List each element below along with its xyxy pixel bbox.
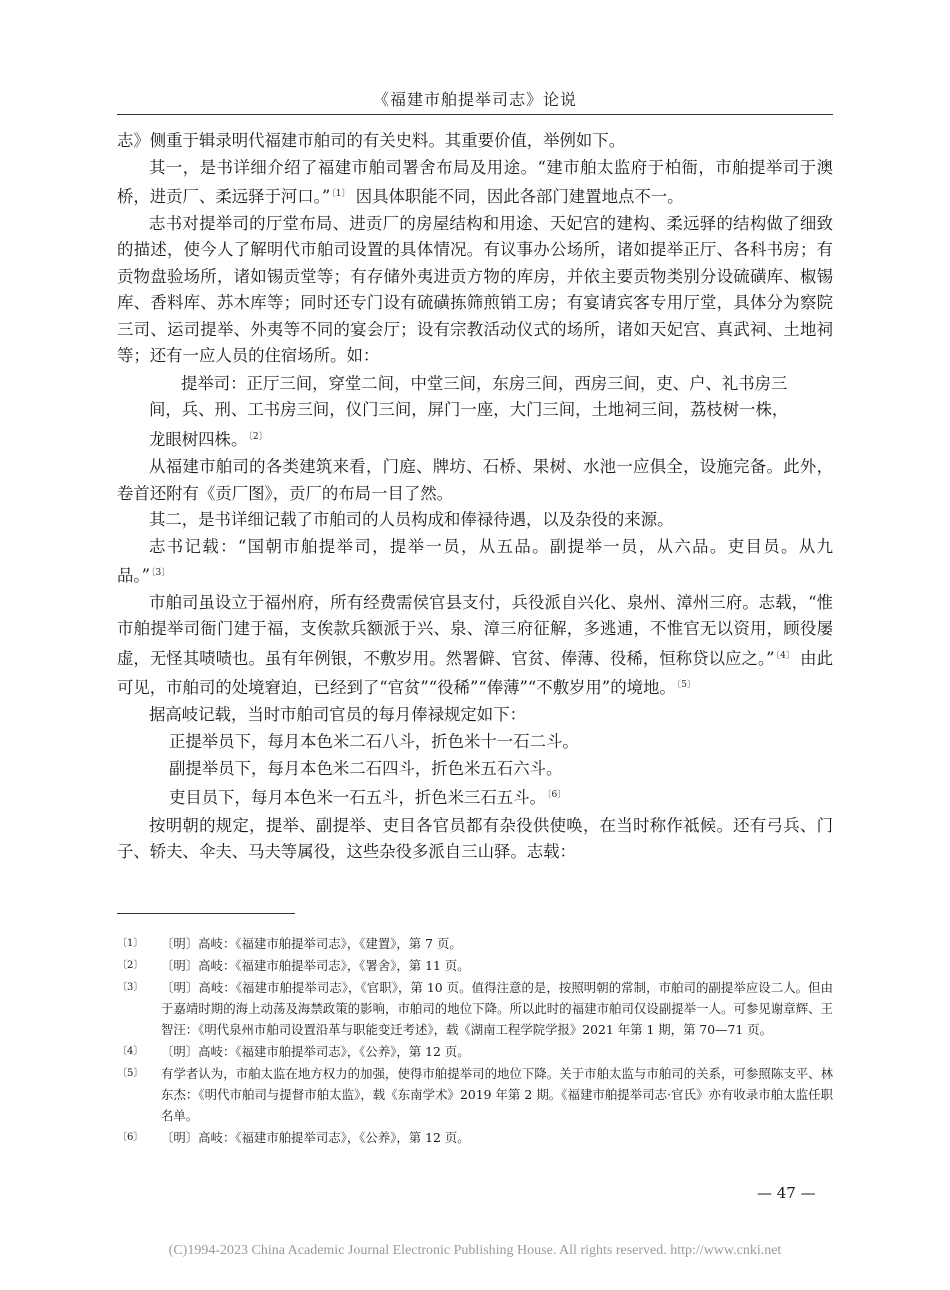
- footnote-mark: 〔2〕: [117, 960, 144, 971]
- copyright-watermark: (C)1994-2023 China Academic Journal Electronic Publishing House. All rights reserved. http://www.cnki.net: [168, 1243, 782, 1258]
- footnote-text: 〔明〕高岐：《福建市舶提举司志》，《公养》，第 12 页。: [161, 1044, 470, 1059]
- quote-line: 正提举员下，每月本色米二石八斗，折色米十一石二斗。: [169, 732, 579, 751]
- quote-line: [117, 424, 833, 454]
- footnote: [117, 1127, 833, 1148]
- paragraph: 从福建市舶司的各类建筑来看，门庭、牌坊、石桥、果树、水池一应俱全，设施完备。此外，卷首还附有《贡厂图》，贡厂的布局一目了然。: [117, 457, 833, 503]
- quote-text: 龙眼树四株。: [149, 429, 248, 449]
- paragraph-text: 因具体职能不同，因此各部门建置地点不一。: [350, 187, 684, 206]
- footnote-mark: 〔1〕: [117, 938, 144, 949]
- paragraph-text: 志书记载：“国朝市舶提举司，提举一员，从五品。副提举一员，从六品。吏目员。从九品。”: [117, 536, 833, 585]
- quote-line: 提举司：正厅三间，穿堂二间，中堂三间，东房三间，西房三间，吏、户、礼书房三: [181, 373, 788, 393]
- paragraph: 志书对提举司的厅堂布局、进贡厂的房屋结构和用途、天妃宫的建构、柔远驿的结构做了细致的描述，使今人了解明代市舶司设置的具体情况。有议事办公场所，诸如提举正厅、各科书房；有贡物盘验场所，诸如锡贡堂等；有存储外夷进贡方物的库房，并依主要贡物类别分设硫磺库、椒锡库、香料库、苏木库等；同时还专门设有硫磺拣筛煎销工房；有宴请宾客专用厅堂，具体分为察院三司、运司提举、外夷等不同的宴会厅；设有宗教活动仪式的场所，诸如天妃宫、真武祠、土地祠等；还有一应人员的住宿场所。如：: [117, 213, 833, 365]
- header-rule: [117, 114, 833, 115]
- footnote-ref[interactable]: 〔2〕: [248, 431, 268, 442]
- paragraph-text: 由此可见，市舶司的处境窘迫，已经到了“官贫”“役稀”“俸薄”“不敷岁用”的境地。: [117, 648, 833, 697]
- footnote-ref[interactable]: 〔1〕: [331, 189, 351, 199]
- footnote-text: 〔明〕高岐：《福建市舶提举司志》，《官职》，第 10 页。值得注意的是，按照明朝的常制，市舶司的副提举应设二人。但由于嘉靖时期的海上动荡及海禁政策的影响，市舶司的地位下降。所以此时的福建市舶司仅设副提举一人。可参见谢章辉、王智汪：《明代泉州市舶司设置沿革与职能变迁考述》，载《湖南工程学院学报》2021 年第 1 期，第 70—71 页。: [161, 980, 833, 1037]
- quote-line: 副提举员下，每月本色米二石四斗，折色米五石六斗。: [169, 758, 563, 778]
- footnote-text: 〔明〕高岐：《福建市舶提举司志》，《署舍》，第 11 页。: [161, 958, 470, 973]
- footnote-text: 有学者认为，市舶太监在地方权力的加强，使得市舶提举司的地位下降。关于市舶太监与市舶司的关系，可参照陈支平、林东杰：《明代市舶司与提督市舶太监》，载《东南学术》2019 年第 2 期。《福建市舶提举司志·官氏》亦有收录市舶太监任职名单。: [161, 1066, 833, 1123]
- paragraph: 据高岐记载，当时市舶司官员的每月俸禄规定如下：: [149, 704, 526, 724]
- footnote: [117, 1063, 833, 1126]
- page-number: — 47 —: [757, 1184, 816, 1202]
- footnote-ref[interactable]: 〔4〕: [775, 650, 795, 661]
- footnote-mark: 〔3〕: [117, 982, 144, 993]
- block-quote: [117, 729, 833, 812]
- paragraph: 志》侧重于辑录明代福建市舶司的有关史料。其重要价值，举例如下。: [117, 131, 626, 150]
- footnote-ref[interactable]: 〔3〕: [150, 568, 171, 578]
- footnote-mark: 〔5〕: [117, 1068, 144, 1079]
- quote-line: 间，兵、刑、工书房三间，仪门三间，屏门一座，大门三间，土地祠三间，荔枝树一株，: [149, 400, 789, 419]
- footnote-ref[interactable]: 〔6〕: [546, 790, 567, 800]
- paragraph: 按明朝的规定，提举、副提举、吏目各官员都有杂役供使唤，在当时称作祗候。还有弓兵、门子、轿夫、伞夫、马夫等属役，这些杂役多派自三山驿。志载：: [117, 815, 833, 861]
- footnote-rule: [117, 913, 295, 914]
- main-text: [117, 128, 833, 866]
- running-header: 《福建市舶提举司志》论说: [372, 90, 577, 109]
- paragraph: [117, 590, 833, 702]
- footnote: [117, 977, 833, 1040]
- footnote: [117, 955, 833, 976]
- footnote-mark: 〔4〕: [117, 1046, 144, 1057]
- block-quote: [117, 371, 833, 454]
- footnote-text: 〔明〕高岐：《福建市舶提举司志》，《建置》，第 7 页。: [161, 936, 462, 951]
- footnote-ref[interactable]: 〔5〕: [676, 680, 696, 690]
- footnotes: [117, 933, 833, 1149]
- paragraph: [117, 534, 833, 590]
- footnote: [117, 1041, 833, 1062]
- quote-line: [117, 782, 833, 812]
- footnote-text: 〔明〕高岐：《福建市舶提举司志》，《公养》，第 12 页。: [161, 1130, 470, 1145]
- quote-text: 吏目员下，每月本色米一石五斗，折色米三石五斗。: [169, 788, 546, 807]
- footnote: [117, 933, 833, 954]
- paragraph-text: 市舶司虽设立于福州府，所有经费需侯官县支付，兵役派自兴化、泉州、漳州三府。志载，“惟市舶提举司衙门建于福，支俟款兵额派于兴、泉、漳三府征解，多逃逋，不惟官无以资用，顾役屡虚，无怪其啧啧也。虽有年例银，不敷岁用。然署僻、官贫、俸薄、役稀，恒称贷以应之。”: [117, 592, 833, 668]
- paragraph: [117, 155, 833, 211]
- footnote-mark: 〔6〕: [117, 1132, 144, 1143]
- paragraph-text: 其一，是书详细介绍了福建市舶司署舍布局及用途。“建市舶太监府于柏衙，市舶提举司于澳桥，进贡厂、柔远驿于河口。”: [117, 157, 833, 206]
- paragraph: 其二，是书详细记载了市舶司的人员构成和俸禄待遇，以及杂役的来源。: [149, 510, 674, 529]
